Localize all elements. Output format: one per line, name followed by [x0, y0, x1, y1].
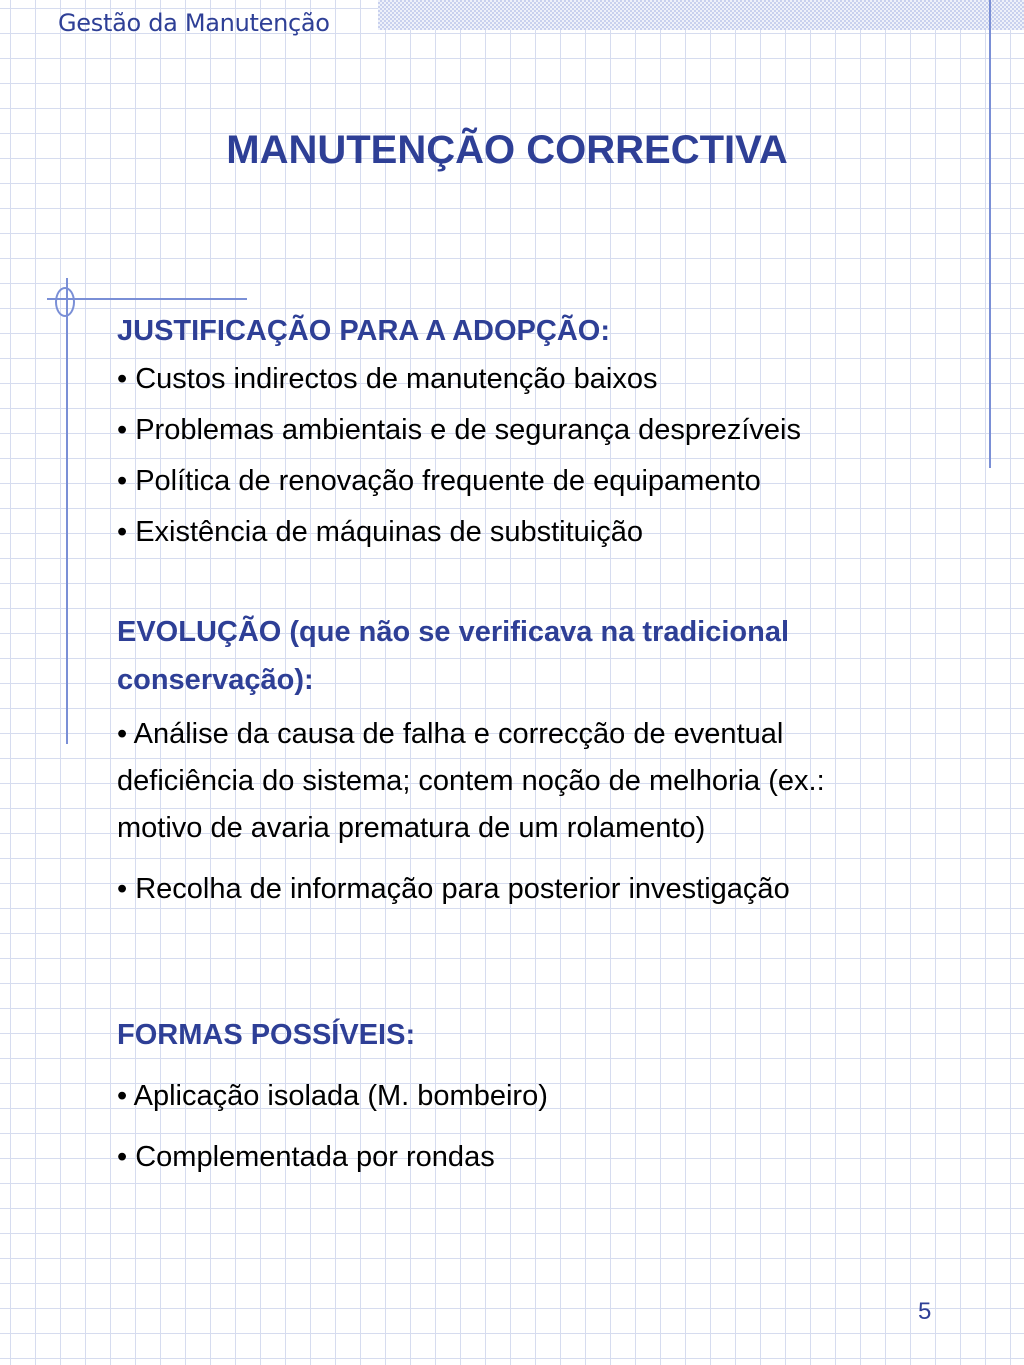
bullet-item: • Custos indirectos de manutenção baixos [117, 363, 658, 395]
section-formas [117, 1012, 917, 1180]
left-vertical-rule [66, 278, 68, 744]
slide-content [117, 308, 917, 1180]
ring-ornament-icon [55, 287, 75, 317]
section-heading: FORMAS POSSÍVEIS: [117, 1019, 416, 1051]
slide-title: MANUTENÇÃO CORRECTIVA [226, 128, 788, 172]
right-vertical-rule [989, 0, 991, 468]
presentation-title: Gestão da Manutenção [58, 9, 330, 37]
bullet-item: • Aplicação isolada (M. bombeiro) [117, 1080, 548, 1112]
section-evolucao [117, 608, 917, 912]
left-horizontal-rule [47, 298, 247, 300]
bullet-item: • Política de renovação frequente de equipamento [117, 465, 761, 497]
header-pattern-band [378, 0, 1024, 30]
bullet-item: • Análise da causa de falha e correcção de eventual deficiência do sistema; contem noção de melhoria (ex.: motivo de avaria prematura de um rolamento) [117, 718, 825, 844]
page-number: 5 [918, 1298, 932, 1325]
section-heading: JUSTIFICAÇÃO PARA A ADOPÇÃO: [117, 315, 610, 347]
bullet-item: • Existência de máquinas de substituição [117, 516, 644, 548]
bullet-item: • Recolha de informação para posterior investigação [117, 873, 790, 905]
bullet-item: • Problemas ambientais e de segurança desprezíveis [117, 414, 801, 446]
section-heading: EVOLUÇÃO (que não se verificava na tradicional conservação): [117, 616, 790, 696]
bullet-item: • Complementada por rondas [117, 1141, 495, 1173]
section-justificacao [117, 308, 917, 558]
